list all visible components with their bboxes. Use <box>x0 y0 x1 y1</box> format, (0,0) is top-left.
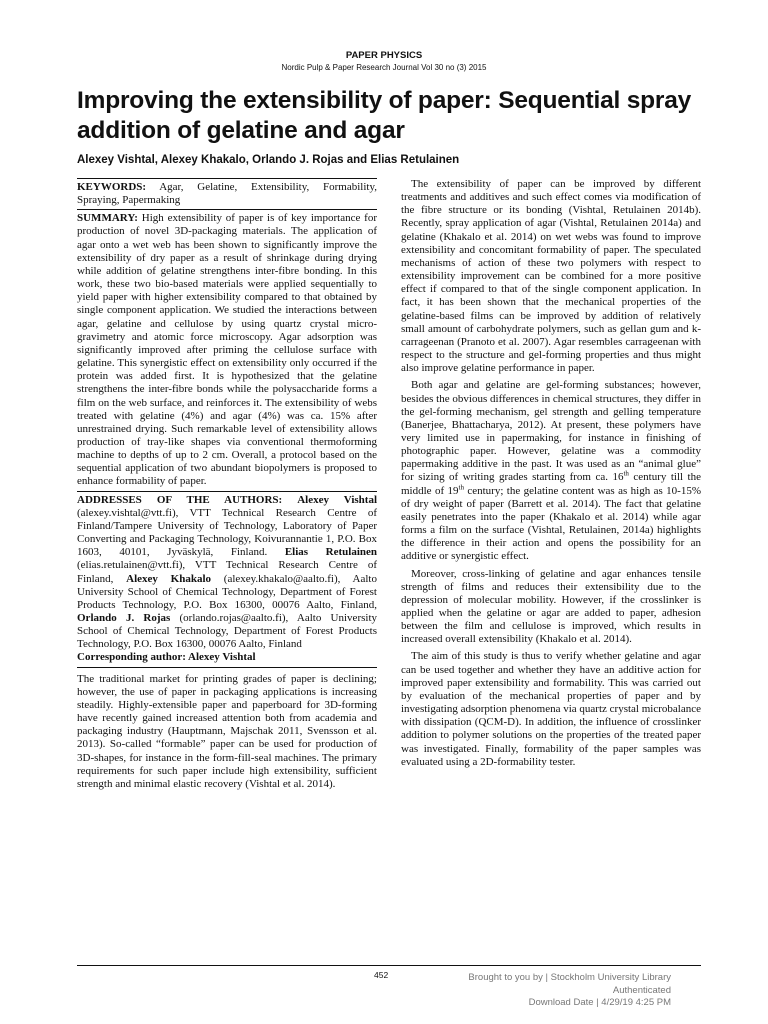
addresses-paragraph <box>77 494 377 652</box>
footer-divider <box>77 965 701 966</box>
address-khakalo: (alexey.khakalo@aalto.fi), Aalto University School of Chemical Technology, Department of Forest Products Technology, P.O. Box 16300, 00076 Aalto, Finland, <box>77 572 377 611</box>
corresponding-author: Corresponding author: Alexey Vishtal <box>77 651 256 664</box>
right-column <box>401 178 701 769</box>
keywords-text: Agar, Gelatine, Extensibility, Formability, Spraying, Papermaking <box>77 181 377 207</box>
keywords-paragraph <box>77 181 377 207</box>
body-paragraph-3: Moreover, cross-linking of gelatine and agar enhances tensile strength of films and reduces their extensibility due to the depression of molecular mobility. However, if the crosslinker is applied when the gelatine or agar are added to paper, adhesion between the film and cellulose is improved, which results in increased overall extensibility (Khakalo et al. 2014). <box>401 567 701 646</box>
address-retulainen: (elias.retulainen@vtt.fi), VTT Technical Research Centre of Finland, <box>77 559 377 585</box>
body-paragraph-2-part-c: century; the gelatine content was as high as 10-15% of dry weight of paper (Barrett et al. 2014). The fact that gelatine easily penetrates into the paper (Khakalo et al. 2014) while agar forms a film on the surface (Vishtal, Retulainen, 2014a) highlights the difference in their action and opens the possibility for an additive or synergistic effect. <box>401 484 701 563</box>
summary-box <box>77 210 377 491</box>
author-name-vishtal: Alexey Vishtal <box>297 493 378 506</box>
keywords-label: KEYWORDS: <box>77 181 147 193</box>
journal-issue-line: Nordic Pulp & Paper Research Journal Vol 30 no (3) 2015 <box>281 63 487 72</box>
author-name-khakalo: Alexey Khakalo <box>126 572 212 585</box>
author-name-retulainen: Elias Retulainen <box>284 546 377 559</box>
body-paragraph-2-part-a: Both agar and gelatine are gel-forming substances; however, besides the obvious differences in chemical structures, they differ in the gel-forming mechanism, gel strength and gelling temperature (Banerjee, Bhattacharya, 2012). At present, these polymers have very limited use in papermaking, for instance in finishing of photographic paper. However, gelatine was a commodity papermaking additive in the past. It was used as an “animal glue” for sizing of writing grades starting from ca. 16 <box>401 379 701 484</box>
addresses-box <box>77 492 377 668</box>
body-paragraph-4: The aim of this study is thus to verify whether gelatine and agar can be used together and whether they have an additive action for improved paper extensibility and formability. This was carried out by evaluation of the mechanical properties of paper and by investigating adsorption phenomena via quartz crystal microbalance with dissipation (QCM-D). In addition, the influence of crosslinker addition to polymer solutions on the properties of the treated paper was investigated. Finally, formability of the paper samples was evaluated using a 2D-formability tester. <box>401 650 701 768</box>
author-name-rojas: Orlando J. Rojas <box>77 612 171 624</box>
author-list: Alexey Vishtal, Alexey Khakalo, Orlando J. Rojas and Elias Retulainen <box>77 154 460 166</box>
addresses-label: ADDRESSES OF THE AUTHORS: <box>77 493 283 506</box>
download-provider: Brought to you by | Stockholm University Library <box>468 972 671 983</box>
download-date: Download Date | 4/29/19 4:25 PM <box>528 997 671 1008</box>
download-authenticated: Authenticated <box>612 984 671 996</box>
intro-paragraph: The traditional market for printing grades of paper is declining; however, the use of paper in packaging applications is increasing steadily. Highly-extensible paper and paperboard for 3D-forming have recently gained increased attention both from academia and packaging industry (Hauptmann, Majschak 2011, Svensson et al. 2013). So-called “formable” paper can be used for production of 3D-shapes, for instance in the form-fill-seal machines. The primary requirements for such paper include high extensibility, sufficient strength and minimal elastic recovery (Vishtal et al. 2014). <box>77 672 377 790</box>
left-column <box>77 178 377 791</box>
summary-label: SUMMARY: <box>77 212 138 225</box>
body-paragraph-2 <box>401 379 701 563</box>
superscript-th: th <box>623 469 629 478</box>
superscript-th: th <box>458 482 464 491</box>
page-number: 452 <box>374 970 389 980</box>
journal-section-label: PAPER PHYSICS <box>345 50 423 61</box>
address-rojas: (orlando.rojas@aalto.fi), Aalto University School of Chemical Technology, Department of Forest Products Technology, P.O. Box 16300, 00076 Aalto, Finland <box>77 612 377 651</box>
body-paragraph-1: The extensibility of paper can be improved by different treatments and additives and such effect comes via modification of the fibre structure or its bonding (Vishtal, Retulainen 2014b). Recently, spray application of agar (Vishtal, Retulainen 2014a) and gelatine (Khakalo et al. 2014) on wet webs was found to improve extensibility and concomitant formability of paper. The speculated mechanisms of action of these two polymers with respect to extensibility improvement can be combined for a more positive effect if compared to that of the single component application. In fact, it has been shown that the mechanical properties of the gelatine-based films can be improved by addition of relatively small amount of carbohydrate polymers, such as gellan gum and k-carrageenan (Pranoto et al. 2007). Agar resembles carrageenan with respect to the structure and gel-forming properties and thus might also improve gelatine performance in paper. <box>401 178 701 375</box>
summary-text: High extensibility of paper is of key importance for production of novel 3D-packaging materials. The application of agar onto a wet web has been shown to significantly improve the extensibility of dry paper as a result of shrinkage during drying while addition of gelatine strengthens inter-fibre bonding. In this work, these two bio-based materials were applied sequentially to yield paper with higher extensibility compared to that obtained by single component application. We studied the interactions between agar, gelatine and cellulose by using quartz crystal micro-gravimetry and atomic force microscopy. Agar adsorption was significantly improved after priming the cellulose surface with gelatine. This synergistic effect on extensibility only occurred if the protein was added first. It is hypothesized that the gelatine strengthens the inter-fibre bonds while the polysaccharide forms a film on the web surface, and reinforces it. The extensibility of webs treated with gelatine (4%) and agar (4%) was ca. 15% after unrestrained drying. Such remarkable level of extensibility allows production of tray-like shapes via conventional thermoforming machine to depths of up to 2 cm. Overall, a protocol based on the sequential application of two abundant biopolymers is proposed to enhance formability of paper. <box>77 212 377 488</box>
summary-paragraph <box>77 212 377 488</box>
download-notice <box>468 972 671 1010</box>
paper-title: Improving the extensibility of paper: Sequential spray addition of gelatine and agar <box>77 87 692 144</box>
address-vishtal: (alexey.vishtal@vtt.fi), VTT Technical Research Centre of Finland/Tampere University of Technology, Laboratory of Paper Converting and Packaging Technology, Koivurannantie 1, P.O. Box 1603, 40101, Jyväskylä, Finland. <box>77 506 377 559</box>
keywords-box <box>77 178 377 210</box>
body-paragraph-2-part-b: century till the middle of 19 <box>401 471 702 497</box>
